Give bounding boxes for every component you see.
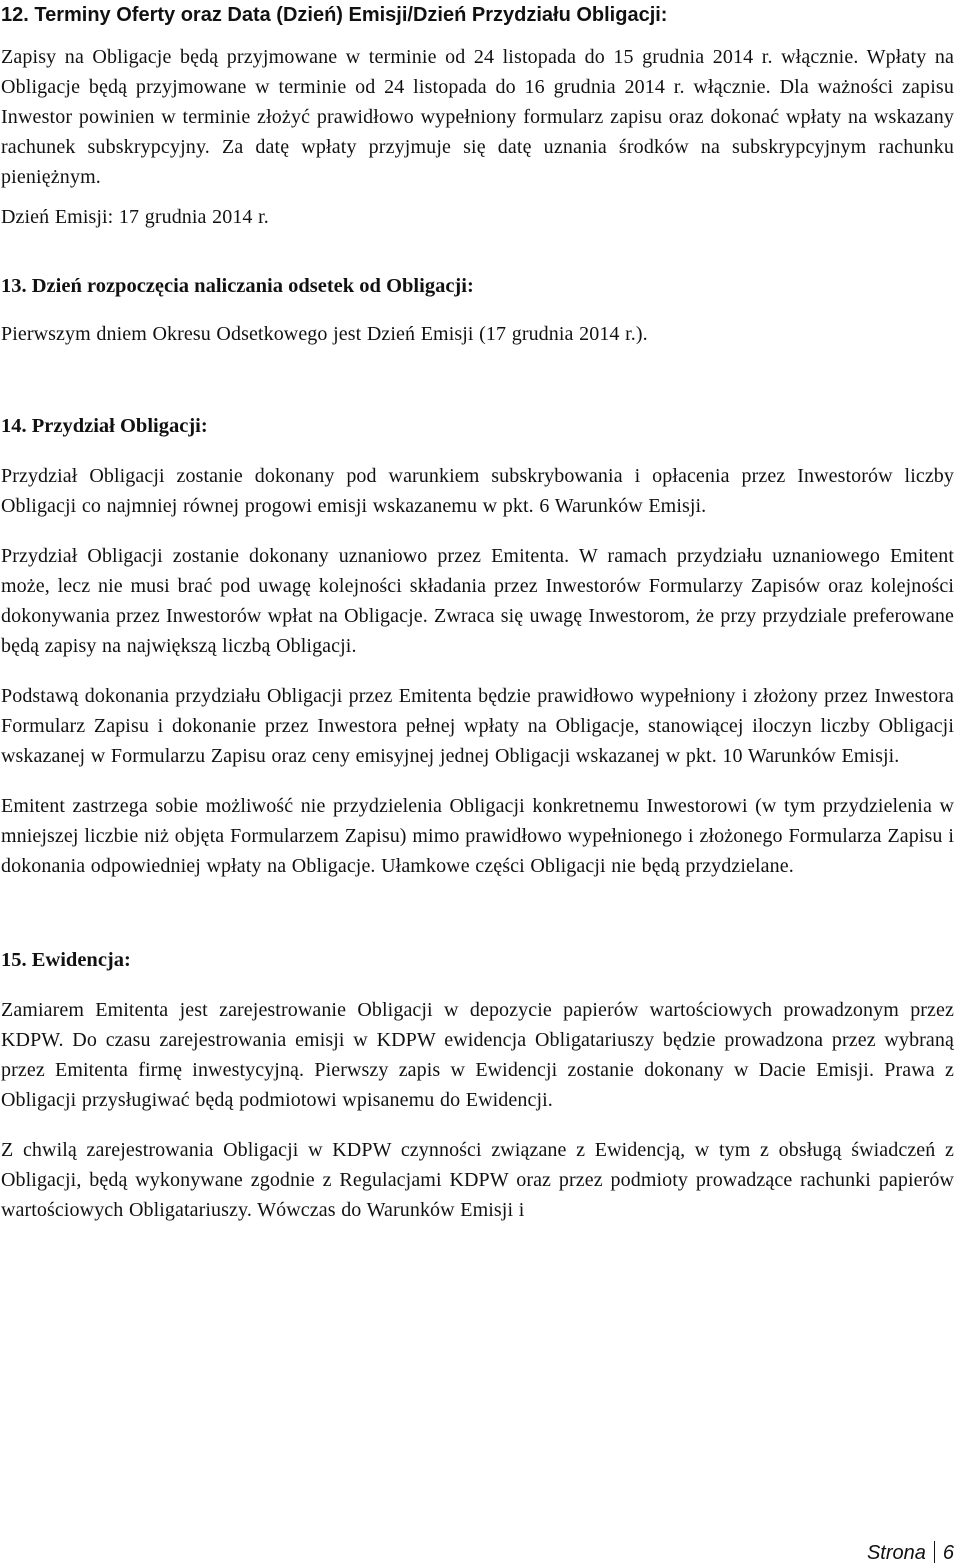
page-label: Strona	[866, 1542, 926, 1564]
section-12-paragraph-1: Zapisy na Obligacje będą przyjmowane w terminie od 24 listopada do 15 grudnia 2014 r. włącznie. Wpłaty na Obligacje będą przyjmowane w terminie od 24 listopada do 16 grudnia 2014 r. włącznie. Dla ważności zapisu Inwestor powinien w terminie złożyć prawidłowo wypełniony formularz zapisu oraz dokonać wpłaty na wskazany rachunek subskrypcyjny. Za datę wpłaty przyjmuje się datę uznania środków na subskrypcyjnym rachunku pieniężnym.	[1, 46, 954, 188]
section-14-paragraph-1: Przydział Obligacji zostanie dokonany pod warunkiem subskrybowania i opłacenia przez Inwestorów liczby Obligacji co najmniej równej progowi emisji wskazanemu w pkt. 6 Warunków Emisji.	[1, 465, 954, 517]
section-12-paragraph-2: Dzień Emisji: 17 grudnia 2014 r.	[1, 206, 269, 228]
section-13-heading: 13. Dzień rozpoczęcia naliczania odsetek od Obligacji:	[1, 275, 474, 297]
section-14-paragraph-4: Emitent zastrzega sobie możliwość nie przydzielenia Obligacji konkretnemu Inwestorowi (w tym przydzielenia w mniejszej liczbie niż objęta Formularzem Zapisu) mimo prawidłowo wypełnionego i złożonego Formularza Zapisu i dokonania odpowiedniej wpłaty na Obligacje. Ułamkowe części Obligacji nie będą przydzielane.	[1, 795, 954, 877]
section-12-heading: 12. Terminy Oferty oraz Data (Dzień) Emisji/Dzień Przydziału Obligacji:	[1, 4, 668, 26]
section-14-paragraph-3: Podstawą dokonania przydziału Obligacji przez Emitenta będzie prawidłowo wypełniony i złożony przez Inwestora Formularz Zapisu i dokonanie przez Inwestora pełnej wpłaty na Obligacje, stanowiącej iloczyn liczby Obligacji wskazanej w Formularzu Zapisu oraz ceny emisyjnej jednej Obligacji wskazanej w pkt. 10 Warunków Emisji.	[1, 685, 954, 767]
section-14-heading: 14. Przydział Obligacji:	[1, 415, 208, 437]
section-15-paragraph-1: Zamiarem Emitenta jest zarejestrowanie Obligacji w depozycie papierów wartościowych prowadzonym przez KDPW. Do czasu zarejestrowania emisji w KDPW ewidencja Obligatariuszy będzie prowadzona przez wybraną przez Emitenta firmę inwestycyjną. Pierwszy zapis w Ewidencji zostanie dokonany w Dacie Emisji. Prawa z Obligacji przysługiwać będą podmiotowi wpisanemu do Ewidencji.	[1, 999, 954, 1111]
section-13-paragraph-1: Pierwszym dniem Okresu Odsetkowego jest Dzień Emisji (17 grudnia 2014 r.).	[1, 323, 648, 345]
section-14-paragraph-2: Przydział Obligacji zostanie dokonany uznaniowo przez Emitenta. W ramach przydziału uznaniowego Emitent może, lecz nie musi brać pod uwagę kolejności składania przez Inwestorów Formularzy Zapisów oraz kolejności dokonywania przez Inwestorów wpłat na Obligacje. Zwraca się uwagę Inwestorom, że przy przydziale preferowane będą zapisy na największą liczbą Obligacji.	[1, 545, 954, 657]
section-15-heading: 15. Ewidencja:	[1, 949, 131, 971]
section-15-paragraph-2: Z chwilą zarejestrowania Obligacji w KDPW czynności związane z Ewidencją, w tym z obsługą świadczeń z Obligacji, będą wykonywane zgodnie z Regulacjami KDPW oraz przez podmioty prowadzące rachunki papierów wartościowych Obligatariuszy. Wówczas do Warunków Emisji i	[1, 1139, 954, 1221]
footer-separator	[934, 1541, 935, 1563]
page-footer	[867, 1540, 954, 1566]
page-number: 6	[942, 1542, 954, 1564]
